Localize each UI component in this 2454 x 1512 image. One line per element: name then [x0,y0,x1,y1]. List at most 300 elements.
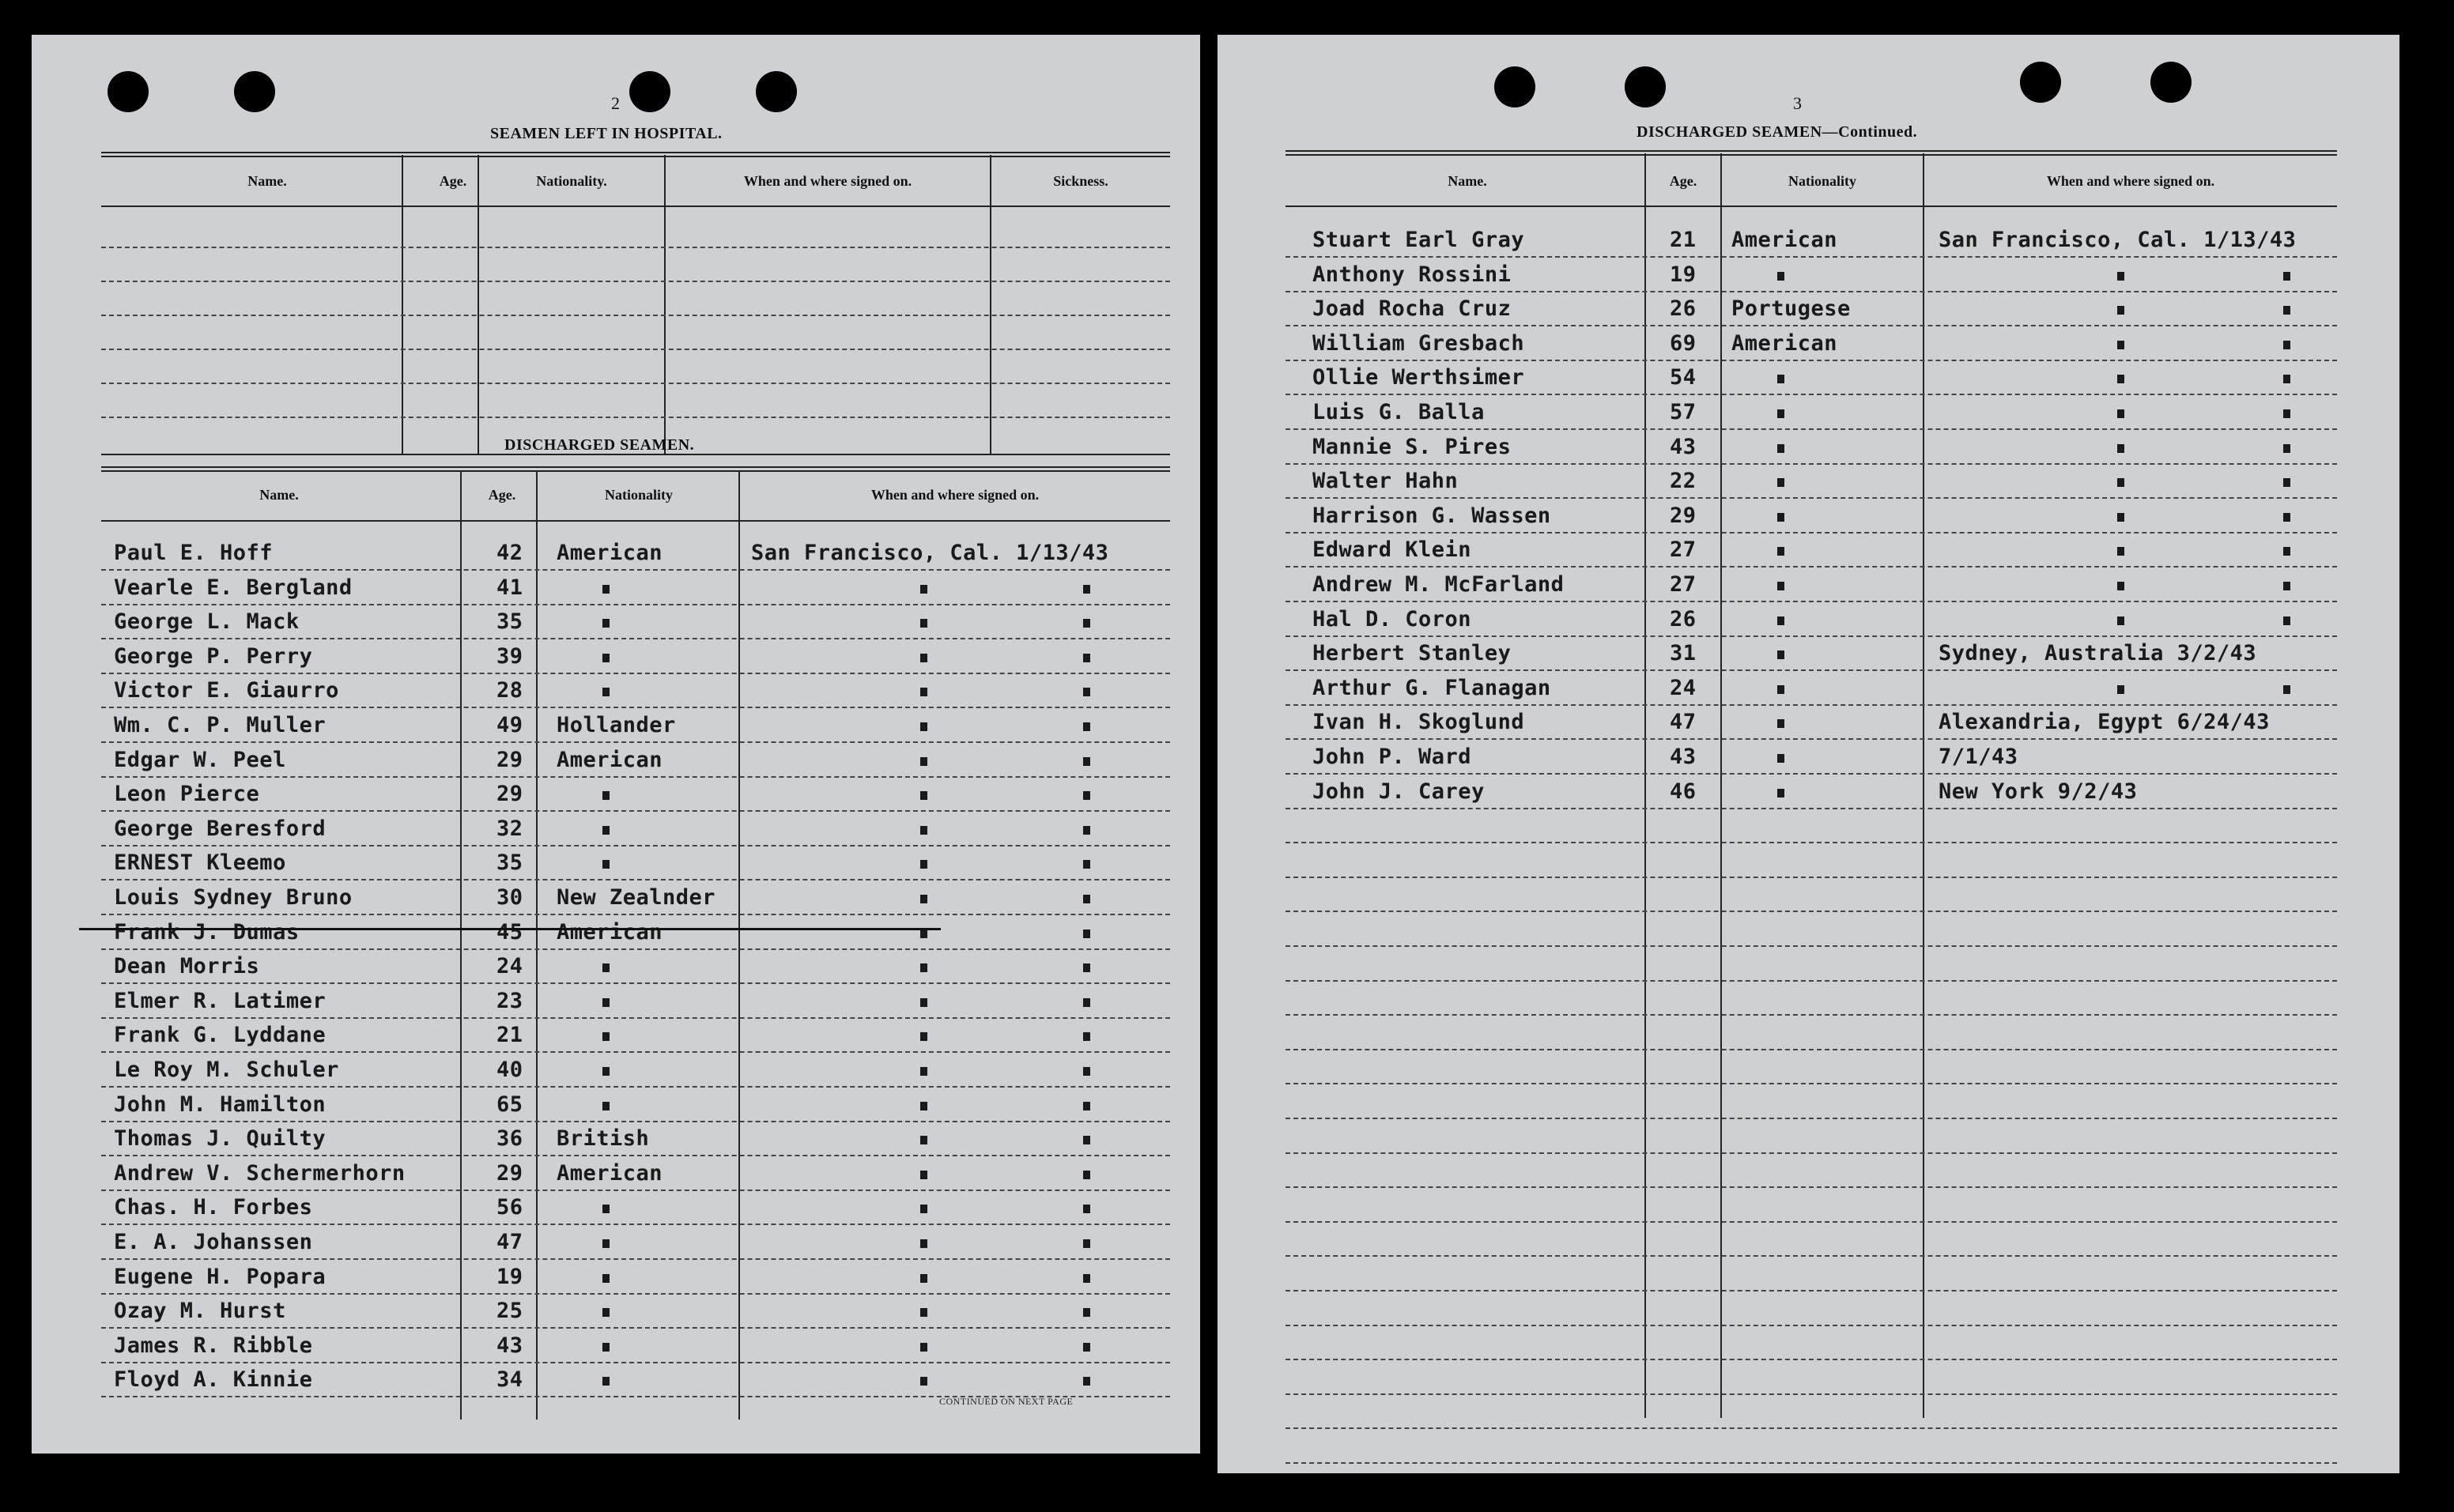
binder-hole [629,71,670,112]
row-rule [1286,1462,2337,1464]
seaman-age: 35 [496,850,523,876]
seaman-name: John M. Hamilton [114,1092,327,1117]
ditto-mark [2117,616,2124,625]
row-rule [101,707,1170,708]
seaman-age: 40 [496,1058,523,1082]
seaman-nationality: Hollander [557,713,676,737]
seaman-age: 29 [496,747,523,772]
seaman-signed-on: New York 9/2/43 [1939,779,2138,804]
seaman-name: George Beresford [114,816,327,841]
row-rule [1286,1186,2337,1188]
seaman-age: 41 [496,575,523,600]
footer-note: CONTINUED ON NEXT PAGE [939,1396,1074,1407]
ditto-mark [920,791,927,800]
row-rule [1286,428,2337,430]
row-rule [1286,566,2337,567]
seaman-age: 47 [496,1230,523,1254]
ditto-mark [920,1239,927,1248]
ditto-mark [1777,513,1784,522]
ditto-mark [602,585,610,594]
ditto-mark [602,654,610,662]
seaman-name: Frank G. Lyddane [114,1023,327,1048]
binder-hole [1625,66,1666,107]
row-rule [101,604,1170,605]
ditto-mark [1083,929,1090,938]
row-rule [1286,1255,2337,1257]
seaman-age: 22 [1670,469,1697,494]
row-rule [101,948,1170,950]
ditto-mark [2117,513,2124,522]
ditto-mark [920,585,927,594]
ditto-mark [1083,722,1090,731]
seaman-name: E. A. Johanssen [114,1230,313,1254]
seaman-nationality: American [557,1160,663,1186]
seaman-age: 19 [496,1264,523,1289]
row-rule [1286,360,2337,361]
ditto-mark [2283,513,2290,522]
ditto-mark [2117,306,2124,315]
ditto-mark [920,1136,927,1144]
row-rule [1286,256,2337,258]
row-rule [101,1051,1170,1053]
seaman-name: Joad Rocha Cruz [1312,296,1512,322]
seaman-age: 21 [496,1023,523,1048]
row-rule [101,1362,1170,1363]
seaman-age: 31 [1670,641,1697,666]
seaman-name: Eugene H. Popara [114,1264,327,1289]
row-rule [1286,1290,2337,1291]
seaman-name: Dean Morris [114,954,260,979]
row-rule [1286,463,2337,465]
seaman-name: Edward Klein [1312,537,1472,563]
ditto-mark [602,1377,610,1386]
header-name: Name. [1448,173,1487,189]
binder-hole [2020,62,2061,103]
ditto-mark [920,963,927,972]
header-signed-on: When and where signed on. [2046,173,2215,189]
seaman-age: 26 [1670,606,1697,632]
ditto-mark [1083,1205,1090,1213]
binder-hole [2150,62,2192,103]
ditto-mark [1083,1308,1090,1317]
seaman-name: James R. Ribble [114,1333,313,1358]
row-rule [101,776,1170,778]
ditto-mark [602,1308,610,1317]
row-rule [101,1155,1170,1156]
header-name: Name. [259,487,299,503]
ditto-mark [602,688,610,696]
seaman-name: Chas. H. Forbes [114,1195,313,1220]
seaman-age: 28 [496,678,523,703]
ditto-mark [1777,754,1784,763]
row-rule [101,741,1170,743]
ditto-mark [602,1067,610,1076]
ditto-mark [1083,688,1090,696]
ditto-mark [920,688,927,696]
column-divider [478,155,479,455]
binder-hole [108,71,149,112]
seaman-age: 30 [496,885,523,910]
ditto-mark [920,757,927,766]
row-rule [1286,1221,2337,1223]
ditto-mark [1777,789,1784,797]
seaman-name: Andrew V. Schermerhorn [114,1160,406,1186]
seaman-name: Walter Hahn [1312,469,1459,494]
column-divider [536,471,538,1420]
row-rule [1286,669,2337,671]
row-rule [1286,394,2337,395]
ditto-mark [602,1205,610,1213]
seaman-name: Harrison G. Wassen [1312,503,1551,528]
ditto-mark [602,1102,610,1110]
row-rule [101,810,1170,812]
left-page [32,35,1200,1454]
ditto-mark [1083,860,1090,869]
seaman-age: 35 [496,609,523,635]
ditto-mark [602,1032,610,1041]
row-rule [1286,1083,2337,1084]
ditto-mark [1777,409,1784,418]
ditto-mark [1777,650,1784,659]
ditto-mark [602,791,610,800]
ditto-mark [1083,791,1090,800]
row-rule [101,638,1170,639]
column-divider [664,155,666,455]
seaman-age: 45 [496,919,523,945]
ditto-mark [1083,1239,1090,1248]
row-rule [1286,291,2337,292]
ditto-mark [1083,1067,1090,1076]
ditto-mark [920,722,927,731]
ditto-mark [920,1343,927,1352]
row-rule [101,1017,1170,1019]
seaman-age: 65 [496,1092,523,1117]
seaman-name: George L. Mack [114,609,300,635]
row-rule [1286,1325,2337,1326]
seaman-nationality: American [1731,228,1838,252]
ditto-mark [2283,444,2290,453]
row-rule [101,1224,1170,1225]
ditto-mark [1777,375,1784,383]
ditto-mark [920,998,927,1007]
row-rule [1286,532,2337,534]
ditto-mark [1083,1032,1090,1041]
seaman-name: Mannie S. Pires [1312,434,1512,459]
row-rule [101,1258,1170,1260]
seaman-name: Louis Sydney Bruno [114,885,353,910]
seaman-name: ERNEST Kleemo [114,850,286,876]
seaman-age: 34 [496,1367,523,1393]
row-rule [101,569,1170,571]
seaman-age: 47 [1670,710,1697,735]
seaman-age: 54 [1670,365,1697,390]
ditto-mark [1083,619,1090,628]
row-rule [1286,1152,2337,1154]
row-rule [101,914,1170,915]
row-rule [1286,773,2337,775]
seaman-name: John J. Carey [1312,779,1485,804]
header-sickness: Sickness. [1053,173,1108,189]
ditto-mark [1083,757,1090,766]
ditto-mark [602,619,610,628]
ditto-mark [2283,409,2290,418]
seaman-signed-on: San Francisco, Cal. 1/13/43 [1939,228,2297,252]
ditto-mark [920,895,927,903]
ditto-mark [2117,444,2124,453]
ditto-mark [2283,547,2290,556]
seaman-nationality: American [557,747,663,772]
row-rule [1286,808,2337,809]
seaman-age: 46 [1670,779,1697,804]
seaman-signed-on: Sydney, Australia 3/2/43 [1939,641,2257,666]
rule [1286,205,2337,207]
row-rule [101,1190,1170,1191]
right-page [1218,35,2399,1473]
seaman-age: 49 [496,713,523,737]
ditto-mark [2283,616,2290,625]
seaman-nationality: New Zealnder [557,885,716,910]
seaman-signed-on: 7/1/43 [1939,745,2018,769]
seaman-age: 56 [496,1195,523,1220]
ditto-mark [1083,895,1090,903]
seaman-name: Anthony Rossini [1312,262,1512,287]
ditto-mark [1083,1102,1090,1110]
column-divider [1720,153,1722,1418]
row-rule [1286,945,2337,947]
seaman-age: 36 [496,1126,523,1152]
ditto-mark [602,1343,610,1352]
seaman-name: William Gresbach [1312,330,1525,356]
header-nationality: Nationality [604,487,673,503]
seaman-age: 29 [496,782,523,807]
ditto-mark [602,963,610,972]
ditto-mark [1777,478,1784,487]
seaman-nationality: Portugese [1731,296,1851,322]
ditto-mark [920,619,927,628]
section-title: DISCHARGED SEAMEN—Continued. [1637,123,1918,141]
seaman-nationality: British [557,1126,650,1152]
ditto-mark [1083,1136,1090,1144]
row-rule [1286,877,2337,878]
seaman-name: Ollie Werthsimer [1312,365,1525,390]
seaman-name: Thomas J. Quilty [114,1126,327,1152]
page-number: 2 [611,93,620,113]
seaman-nationality: American [557,919,663,945]
ditto-mark [2283,272,2290,281]
ditto-mark [1777,444,1784,453]
seaman-age: 32 [496,816,523,841]
seaman-age: 42 [496,541,523,565]
header-age: Age. [488,487,516,503]
seaman-signed-on: Alexandria, Egypt 6/24/43 [1939,710,2270,735]
ditto-mark [1083,963,1090,972]
ditto-mark [2117,409,2124,418]
ditto-mark [2283,306,2290,315]
binder-hole [756,71,797,112]
ditto-mark [1777,547,1784,556]
seaman-name: Edgar W. Peel [114,747,286,772]
rule [101,152,1170,157]
ditto-mark [920,1205,927,1213]
hospital-section-title: SEAMEN LEFT IN HOSPITAL. [490,125,723,142]
ditto-mark [920,654,927,662]
seaman-signed-on: San Francisco, Cal. 1/13/43 [751,541,1109,565]
ditto-mark [2283,375,2290,383]
ditto-mark [1777,616,1784,625]
ditto-mark [920,1377,927,1386]
ditto-mark [602,1274,610,1283]
seaman-name: Paul E. Hoff [114,541,274,565]
column-divider [990,155,991,455]
ditto-mark [2283,582,2290,590]
ditto-mark [1777,685,1784,694]
ditto-mark [1777,582,1784,590]
ditto-mark [602,826,610,835]
ditto-mark [1083,654,1090,662]
discharged-section-title: DISCHARGED SEAMEN. [504,436,695,454]
ditto-mark [920,1171,927,1179]
row-rule [1286,635,2337,637]
row-rule [1286,1014,2337,1016]
ditto-mark [2283,478,2290,487]
row-rule [1286,1427,2337,1429]
column-divider [738,471,740,1420]
column-divider [460,471,462,1420]
row-rule [101,673,1170,674]
row-rule [101,1327,1170,1329]
seaman-name: Frank J. Dumas [114,919,300,945]
header-signed-on: When and where signed on. [870,487,1040,503]
seaman-nationality: American [557,541,663,565]
ditto-mark [920,1274,927,1283]
ditto-mark [920,1308,927,1317]
row-rule [101,1293,1170,1295]
ditto-mark [602,1239,610,1248]
ditto-mark [920,860,927,869]
seaman-name: Herbert Stanley [1312,641,1512,666]
seaman-age: 29 [1670,503,1697,528]
rule [1286,150,2337,156]
ditto-mark [2117,478,2124,487]
row-rule [101,845,1170,846]
seaman-name: Ozay M. Hurst [114,1299,286,1324]
seaman-age: 24 [496,954,523,979]
row-rule [1286,980,2337,982]
ditto-mark [920,1102,927,1110]
seaman-age: 21 [1670,228,1697,252]
header-signed-on: When and where signed on. [743,173,912,189]
page-number: 3 [1793,93,1802,113]
rule [101,466,1170,472]
ditto-mark [2283,685,2290,694]
ditto-mark [2283,341,2290,349]
header-nationality: Nationality [1788,173,1856,189]
row-rule [1286,325,2337,326]
seaman-age: 43 [496,1333,523,1358]
seaman-name: Andrew M. McFarland [1312,572,1565,597]
binder-hole [1494,66,1535,107]
ditto-mark [2117,582,2124,590]
ditto-mark [920,1032,927,1041]
seaman-name: Arthur G. Flanagan [1312,675,1551,700]
seaman-name: Elmer R. Latimer [114,988,327,1013]
row-rule [1286,1359,2337,1360]
seaman-age: 43 [1670,434,1697,459]
ditto-mark [1083,826,1090,835]
row-rule [1286,1049,2337,1050]
row-rule [1286,601,2337,602]
header-age: Age. [1669,173,1697,189]
row-rule [101,982,1170,984]
ditto-mark [602,860,610,869]
header-nationality: Nationality. [536,173,607,189]
ditto-mark [2117,341,2124,349]
ditto-mark [602,998,610,1007]
row-rule [1286,704,2337,706]
strikethrough-line [79,928,941,930]
seaman-age: 29 [496,1160,523,1186]
seaman-name: George P. Perry [114,643,313,669]
seaman-age: 39 [496,643,523,669]
row-rule [1286,497,2337,499]
seaman-name: Luis G. Balla [1312,400,1485,424]
header-name: Name. [247,173,287,189]
seaman-name: Wm. C. P. Muller [114,713,327,737]
ditto-mark [2117,685,2124,694]
rule [101,205,1170,207]
seaman-name: Stuart Earl Gray [1312,228,1525,252]
column-divider [1923,153,1924,1418]
row-rule [1286,911,2337,912]
seaman-age: 43 [1670,745,1697,769]
seaman-age: 27 [1670,572,1697,597]
seaman-age: 23 [496,988,523,1013]
ditto-mark [1083,585,1090,594]
binder-hole [234,71,275,112]
seaman-age: 57 [1670,400,1697,424]
ditto-mark [1083,1171,1090,1179]
seaman-name: Hal D. Coron [1312,606,1472,632]
rule [101,520,1170,522]
column-divider [1644,153,1646,1418]
row-rule [101,1121,1170,1122]
ditto-mark [2117,272,2124,281]
row-rule [1286,1393,2337,1395]
seaman-name: John P. Ward [1312,745,1472,769]
ditto-mark [920,826,927,835]
row-rule [1286,1118,2337,1119]
ditto-mark [1083,1377,1090,1386]
ditto-mark [2117,375,2124,383]
row-rule [101,1086,1170,1088]
ditto-mark [920,929,927,938]
seaman-nationality: American [1731,330,1838,356]
row-rule [1286,842,2337,843]
ditto-mark [1083,1343,1090,1352]
ditto-mark [2117,547,2124,556]
seaman-age: 19 [1670,262,1697,287]
seaman-age: 24 [1670,675,1697,700]
seaman-name: Victor E. Giaurro [114,678,339,703]
seaman-age: 27 [1670,537,1697,563]
seaman-name: Vearle E. Bergland [114,575,353,600]
seaman-name: Ivan H. Skoglund [1312,710,1525,735]
row-rule [101,879,1170,880]
header-age: Age. [439,173,467,189]
ditto-mark [1777,719,1784,728]
seaman-age: 26 [1670,296,1697,322]
row-rule [1286,738,2337,740]
